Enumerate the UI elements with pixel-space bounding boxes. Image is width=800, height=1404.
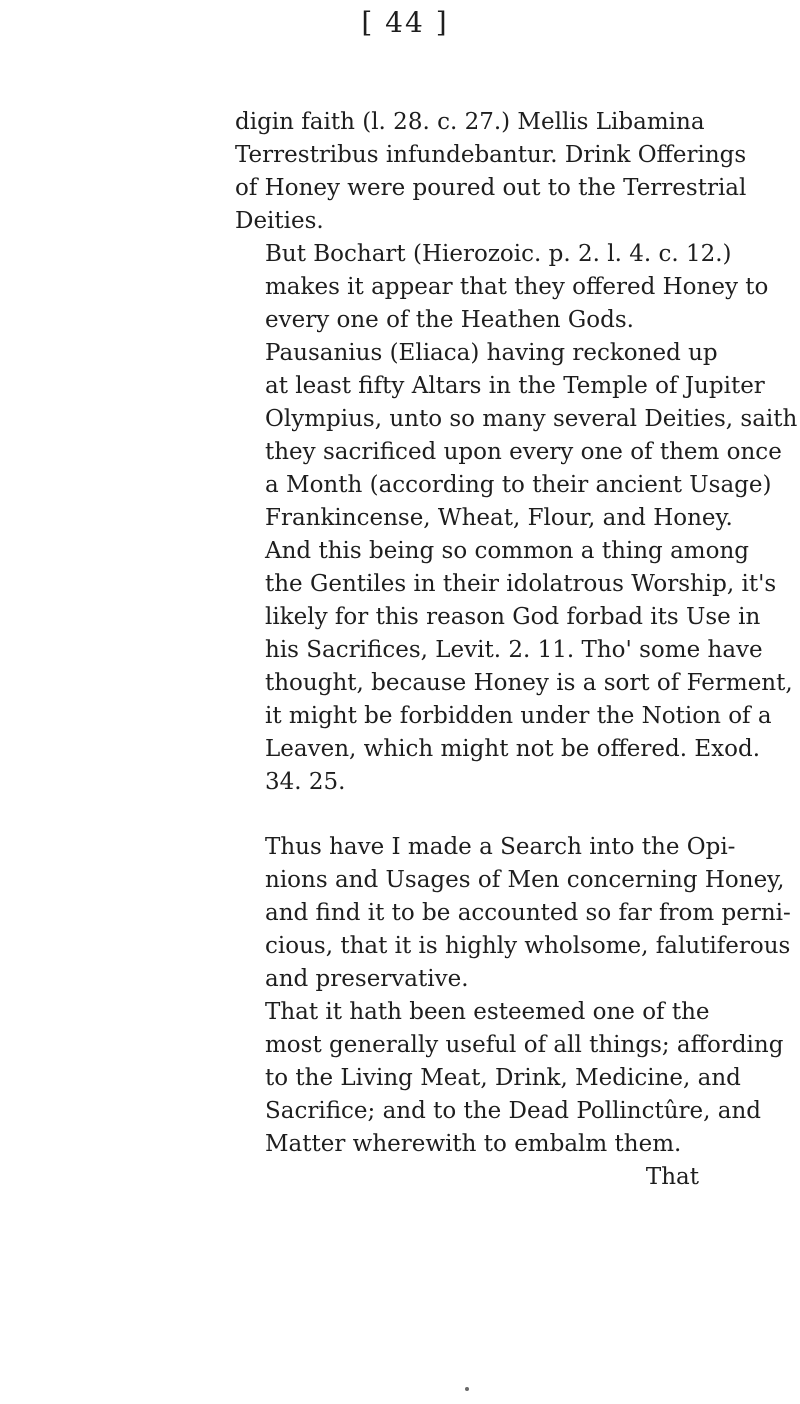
text-line: Pausanius (Eliaca) having reckoned up [265, 340, 718, 366]
text-line: cious, that it is highly wholsome, falutiferous [265, 933, 791, 959]
text-line: Matter wherewith to embalm them. [265, 1131, 682, 1157]
ink-dot [465, 1387, 469, 1391]
text-line: likely for this reason God forbad its Use in [265, 604, 761, 630]
text-line: nions and Usages of Men concerning Honey, [265, 867, 785, 893]
text-line: and find it to be accounted so far from perni- [265, 900, 791, 926]
text-line: Frankincense, Wheat, Flour, and Honey. [265, 505, 733, 531]
text-line: 34. 25. [265, 769, 346, 795]
text-line: a Month (according to their ancient Usage) [265, 472, 772, 498]
text-line: Deities. [235, 208, 324, 234]
catchword: That [645, 1164, 699, 1190]
paragraph [235, 535, 793, 799]
text-line: to the Living Meat, Drink, Medicine, and [265, 1065, 741, 1091]
text-line: it might be forbidden under the Notion of a [265, 703, 772, 729]
paragraph [235, 106, 747, 238]
text-line: Leaven, which might not be offered. Exod. [265, 736, 761, 762]
text-line: But Bochart (Hierozoic. p. 2. l. 4. c. 12.) [265, 241, 732, 267]
text-line: And this being so common a thing among [265, 538, 749, 564]
body-text [235, 106, 798, 1194]
text-line: at least fifty Altars in the Temple of Jupiter [265, 373, 765, 399]
text-line: Terrestribus infundebantur. Drink Offerings [235, 142, 747, 168]
text-line: they sacrificed upon every one of them once [265, 439, 782, 465]
paragraph [235, 238, 769, 337]
text-line: and preservative. [265, 966, 469, 992]
paragraph [235, 337, 798, 535]
text-line: Sacrifice; and to the Dead Pollinctûre, and [265, 1098, 762, 1124]
page-number: [ 44 ] [361, 6, 449, 39]
text-line: his Sacrifices, Levit. 2. 11. Tho' some have [265, 637, 763, 663]
text-line: most generally useful of all things; affording [265, 1032, 784, 1058]
paragraph [235, 996, 784, 1161]
paragraph [235, 831, 791, 996]
text-line: digin faith (l. 28. c. 27.) Mellis Libamina [235, 109, 705, 135]
text-line: of Honey were poured out to the Terrestrial [235, 175, 747, 201]
text-line: Thus have I made a Search into the Opi- [265, 834, 736, 860]
text-line: thought, because Honey is a sort of Ferment, [265, 670, 793, 696]
text-line: That it hath been esteemed one of the [265, 999, 710, 1025]
text-line: Olympius, unto so many several Deities, saith [265, 406, 798, 432]
text-line: makes it appear that they offered Honey to [265, 274, 769, 300]
section-break [235, 799, 705, 831]
text-line: every one of the Heathen Gods. [265, 307, 634, 333]
text-line: the Gentiles in their idolatrous Worship, it's [265, 571, 777, 597]
